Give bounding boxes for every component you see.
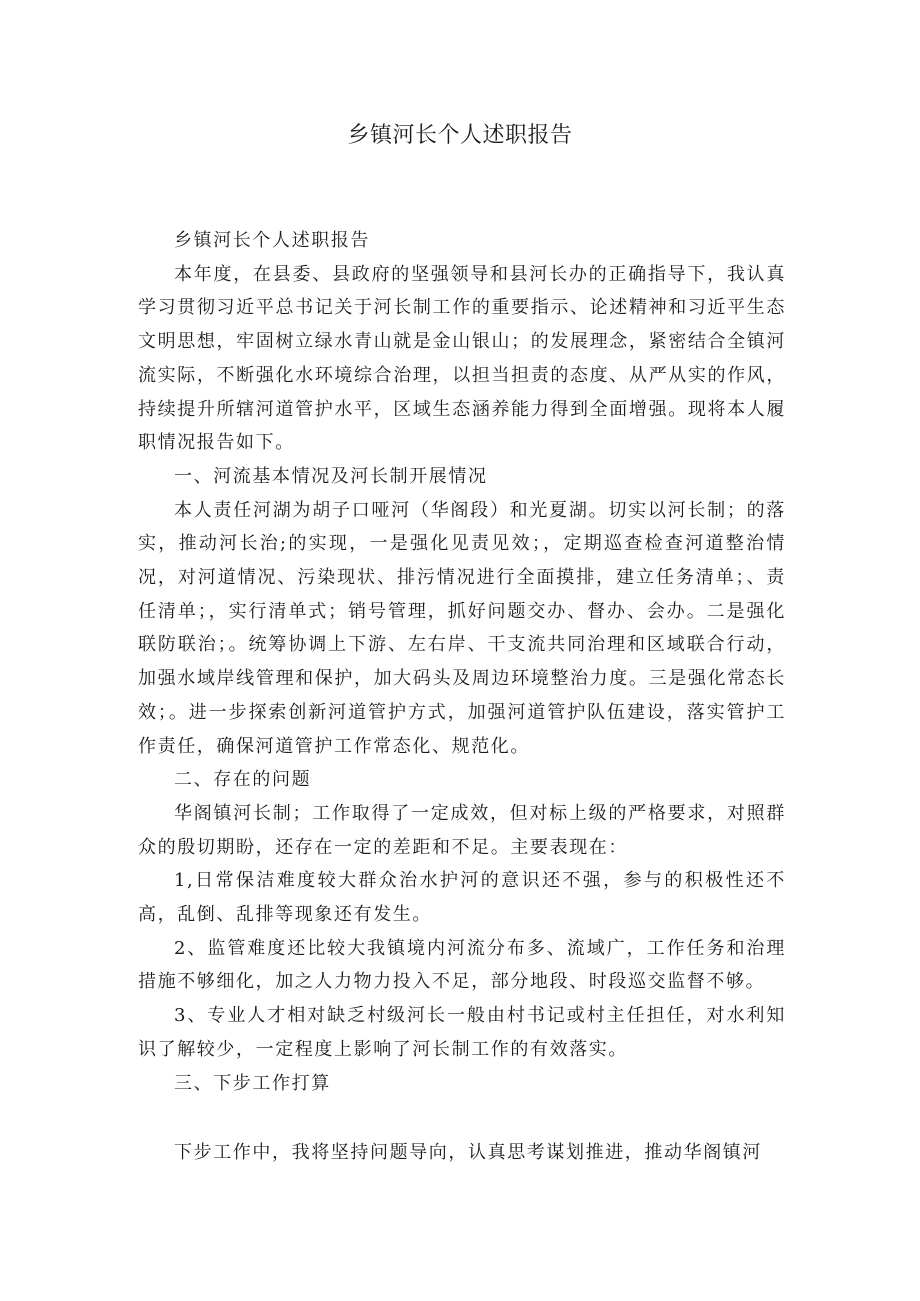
section-3-paragraph: 下步工作中，我将坚持问题导向，认真思考谋划推进，推动华阁镇河 — [174, 1142, 762, 1163]
problem-1-paragraph: 1,日常保洁难度较大群众治水护河的意识还不强，参与的积极性还不高，乱倒、乱排等现象还有发生。 — [138, 870, 786, 926]
section-2-heading: 二、存在的问题 — [174, 769, 312, 791]
document-title: 乡镇河长个人述职报告 — [347, 123, 573, 148]
section-1-heading: 一、河流基本情况及河长制开展情况 — [174, 465, 488, 487]
subtitle: 乡镇河长个人述职报告 — [174, 230, 370, 251]
section-3-heading: 三、下步工作打算 — [174, 1072, 331, 1094]
intro-paragraph: 本年度，在县委、县政府的坚强领导和县河长办的正确指导下，我认真学习贯彻习近平总书记关于河长制工作的重要指示、论述精神和习近平生态文明思想，牢固树立绿水青山就是金山银山；的发展理念，紧密结合全镇河流实际，不断强化水环境综合治理，以担当担责的态度、从严从实的作风，持续提升所辖河道管护水平，区域生态涵养能力得到全面增强。现将本人履职情况报告如下。 — [138, 263, 786, 454]
section-2-intro-paragraph: 华阁镇河长制；工作取得了一定成效，但对标上级的严格要求，对照群众的殷切期盼，还存在一定的差距和不足。主要表现在： — [138, 802, 786, 858]
problem-3-paragraph: 3、专业人才相对缺乏村级河长一般由村书记或村主任担任，对水利知识了解较少，一定程度上影响了河长制工作的有效落实。 — [138, 1005, 786, 1060]
problem-2-paragraph: 2、监管难度还比较大我镇境内河流分布多、流域广，工作任务和治理措施不够细化，加之人力物力投入不足，部分地段、时段巡交监督不够。 — [138, 937, 786, 993]
document-body — [138, 224, 786, 1100]
section-1-paragraph: 本人责任河湖为胡子口哑河（华阁段）和光夏湖。切实以河长制；的落实，推动河长治;的实现，一是强化见责见效；，定期巡查检查河道整治情况，对河道情况、污染现状、排污情况进行全面摸排，建立任务清单；、责任清单；，实行清单式；销号管理，抓好问题交办、督办、会办。二是强化联防联治；。统筹协调上下游、左右岸、干支流共同治理和区域联合行动，加强水域岸线管理和保护，加大码头及周边环境整治力度。三是强化常态长效；。进一步探索创新河道管护方式，加强河道管护队伍建设，落实管护工作责任，确保河道管护工作常态化、规范化。 — [138, 499, 786, 757]
